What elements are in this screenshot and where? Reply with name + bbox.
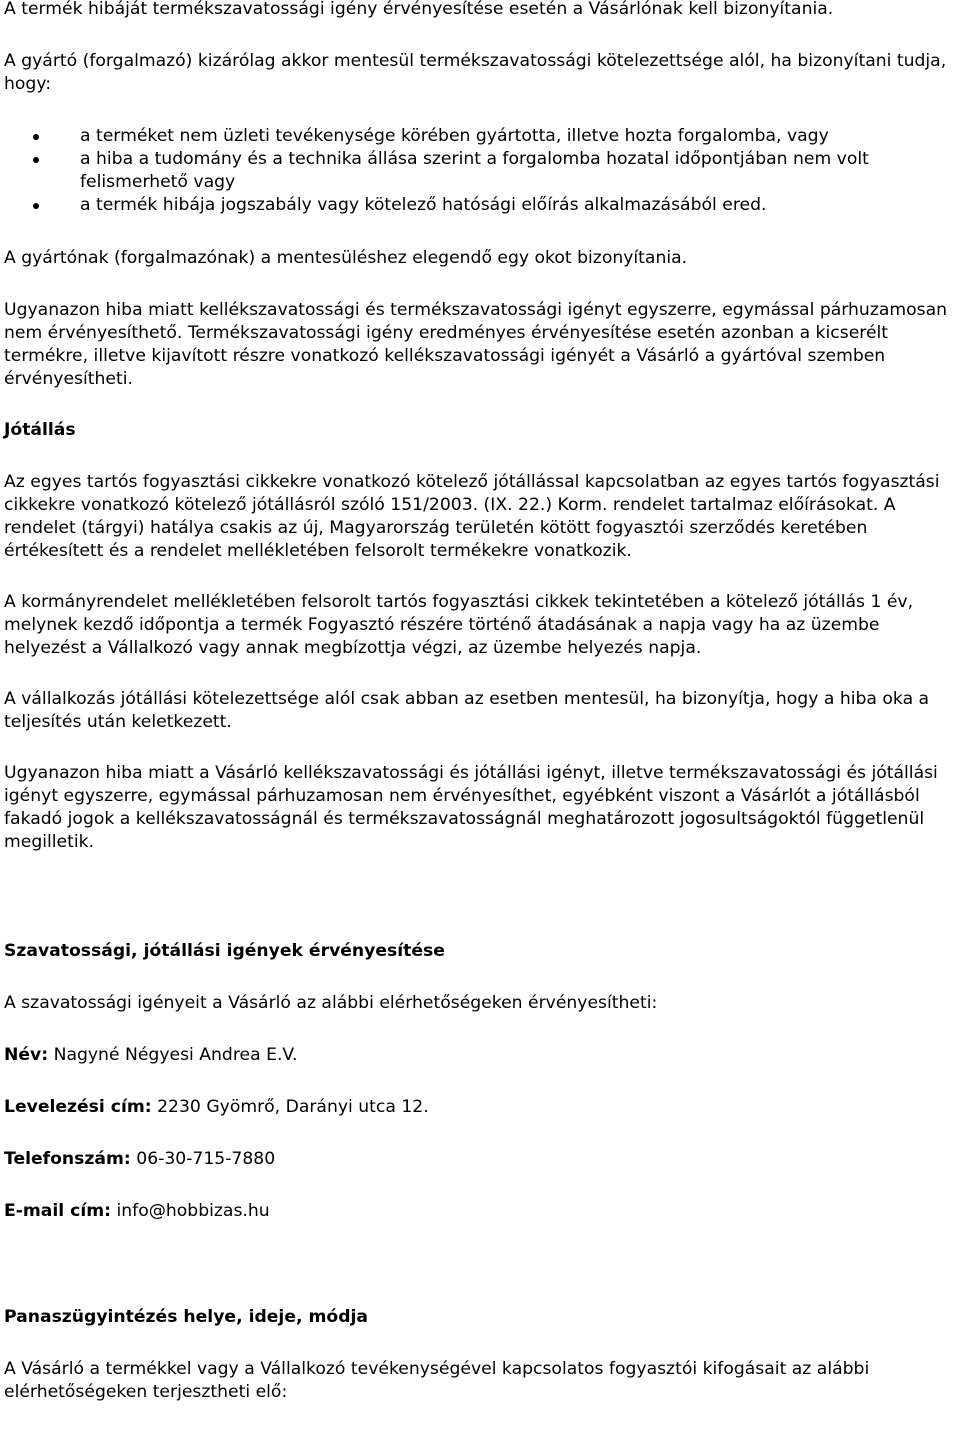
contact-address [4,1096,958,1119]
contact-email [4,1200,958,1223]
contact-address-value: 2230 Gyömrő, Darányi utca 12. [151,1097,429,1117]
paragraph-warranty-duration: A kormányrendelet mellékletében felsorolt tartós fogyasztási cikkek tekintetében a kötelező jótállás 1 év, melynek kezdő időpontja a termék Fogyasztó részére történő átadásának a napja vagy ha az üzembe helyezést a Vállalkozó vagy annak megbízottja végzi, az üzembe helyezés napja. [4,592,914,658]
contact-name-label: Név: [4,1045,49,1065]
contact-name [4,1044,958,1067]
contact-email-value: info@hobbizas.hu [111,1201,270,1221]
bullet-icon [33,203,39,209]
paragraph-one-reason-enough: A gyártónak (forgalmazónak) a mentesüléshez elegendő egy okot bizonyítania. [4,248,688,268]
paragraph-claims-intro: A szavatossági igényeit a Vásárló az alábbi elérhetőségeken érvényesítheti: [4,993,658,1013]
contact-phone-label: Telefonszám: [4,1149,131,1169]
paragraph-intro: A termék hibáját termékszavatossági igény érvényesítése esetén a Vásárlónak kell bizonyítania. [4,0,834,19]
contact-name-value: Nagyné Négyesi Andrea E.V. [48,1045,298,1065]
paragraph-warranty-parallel: Ugyanazon hiba miatt a Vásárló kellékszavatossági és jótállási igényt, illetve termékszavatossági és jótállási igényt egyszerre, egymással párhuzamosan nem érvényesíthet, egyébként viszont a Vásárlót a jótállásból fakadó jogok a kellékszavatosságnál és termékszavatosságnál meghatározott jogosultságoktól függetlenül megilletik. [4,763,938,852]
list-item-text: a hiba a tudomány és a technika állása szerint a forgalomba hozatal időpontjában nem volt felismerhető vagy [80,149,869,192]
contact-email-label: E-mail cím: [4,1201,112,1221]
list-item [4,194,958,217]
contact-phone [4,1148,958,1171]
bullet-icon [33,134,39,140]
paragraph-warranty-exemption: A vállalkozás jótállási kötelezettsége alól csak abban az esetben mentesül, ha bizonyítja, hogy a hiba oka a teljesítés után keletkezett. [4,689,930,732]
list-item-text: a terméket nem üzleti tevékenysége körében gyártotta, illetve hozta forgalomba, vagy [80,126,829,146]
bullet-icon [33,157,39,163]
heading-claims: Szavatossági, jótállási igények érvényesítése [4,941,445,961]
list-item-text: a termék hibája jogszabály vagy kötelező hatósági előírás alkalmazásából ered. [80,195,767,215]
list-item [4,148,958,194]
paragraph-parallel-claims: Ugyanazon hiba miatt kellékszavatossági és termékszavatossági igényt egyszerre, egymással párhuzamosan nem érvényesíthető. Termékszavatossági igény eredményes érvényesítése esetén azonban a kicserélt termékre, illetve kijavított részre vonatkozó kellékszavatossági igényét a Vásárló a gyártóval szemben érvényesítheti. [4,300,948,389]
contact-address-label: Levelezési cím: [4,1097,152,1117]
paragraph-manufacturer-exemption: A gyártó (forgalmazó) kizárólag akkor mentesül termékszavatossági kötelezettsége alól, ha bizonyítani tudja, hogy: [4,51,947,94]
document-page [4,0,958,1404]
paragraph-complaints: A Vásárló a termékkel vagy a Vállalkozó tevékenységével kapcsolatos fogyasztói kifogásait az alábbi elérhetőségeken terjesztheti elő: [4,1359,870,1402]
list-item [4,125,958,148]
heading-complaints: Panaszügyintézés helye, ideje, módja [4,1307,369,1327]
contact-phone-value: 06-30-715-7880 [130,1149,276,1169]
heading-jotallas: Jótállás [4,420,76,440]
paragraph-warranty-regulation: Az egyes tartós fogyasztási cikkekre vonatkozó kötelező jótállással kapcsolatban az egyes tartós fogyasztási cikkekre vonatkozó kötelező jótállásról szóló 151/2003. (IX. 22.) Korm. rendelet tartalmaz előírásokat. A rendelet (tárgyi) hatálya csakis az új, Magyarország területén kötött fogyasztói szerződés keretében értékesített és a rendelet mellékletében felsorolt termékekre vonatkozik. [4,472,940,561]
exemption-list [4,125,958,217]
